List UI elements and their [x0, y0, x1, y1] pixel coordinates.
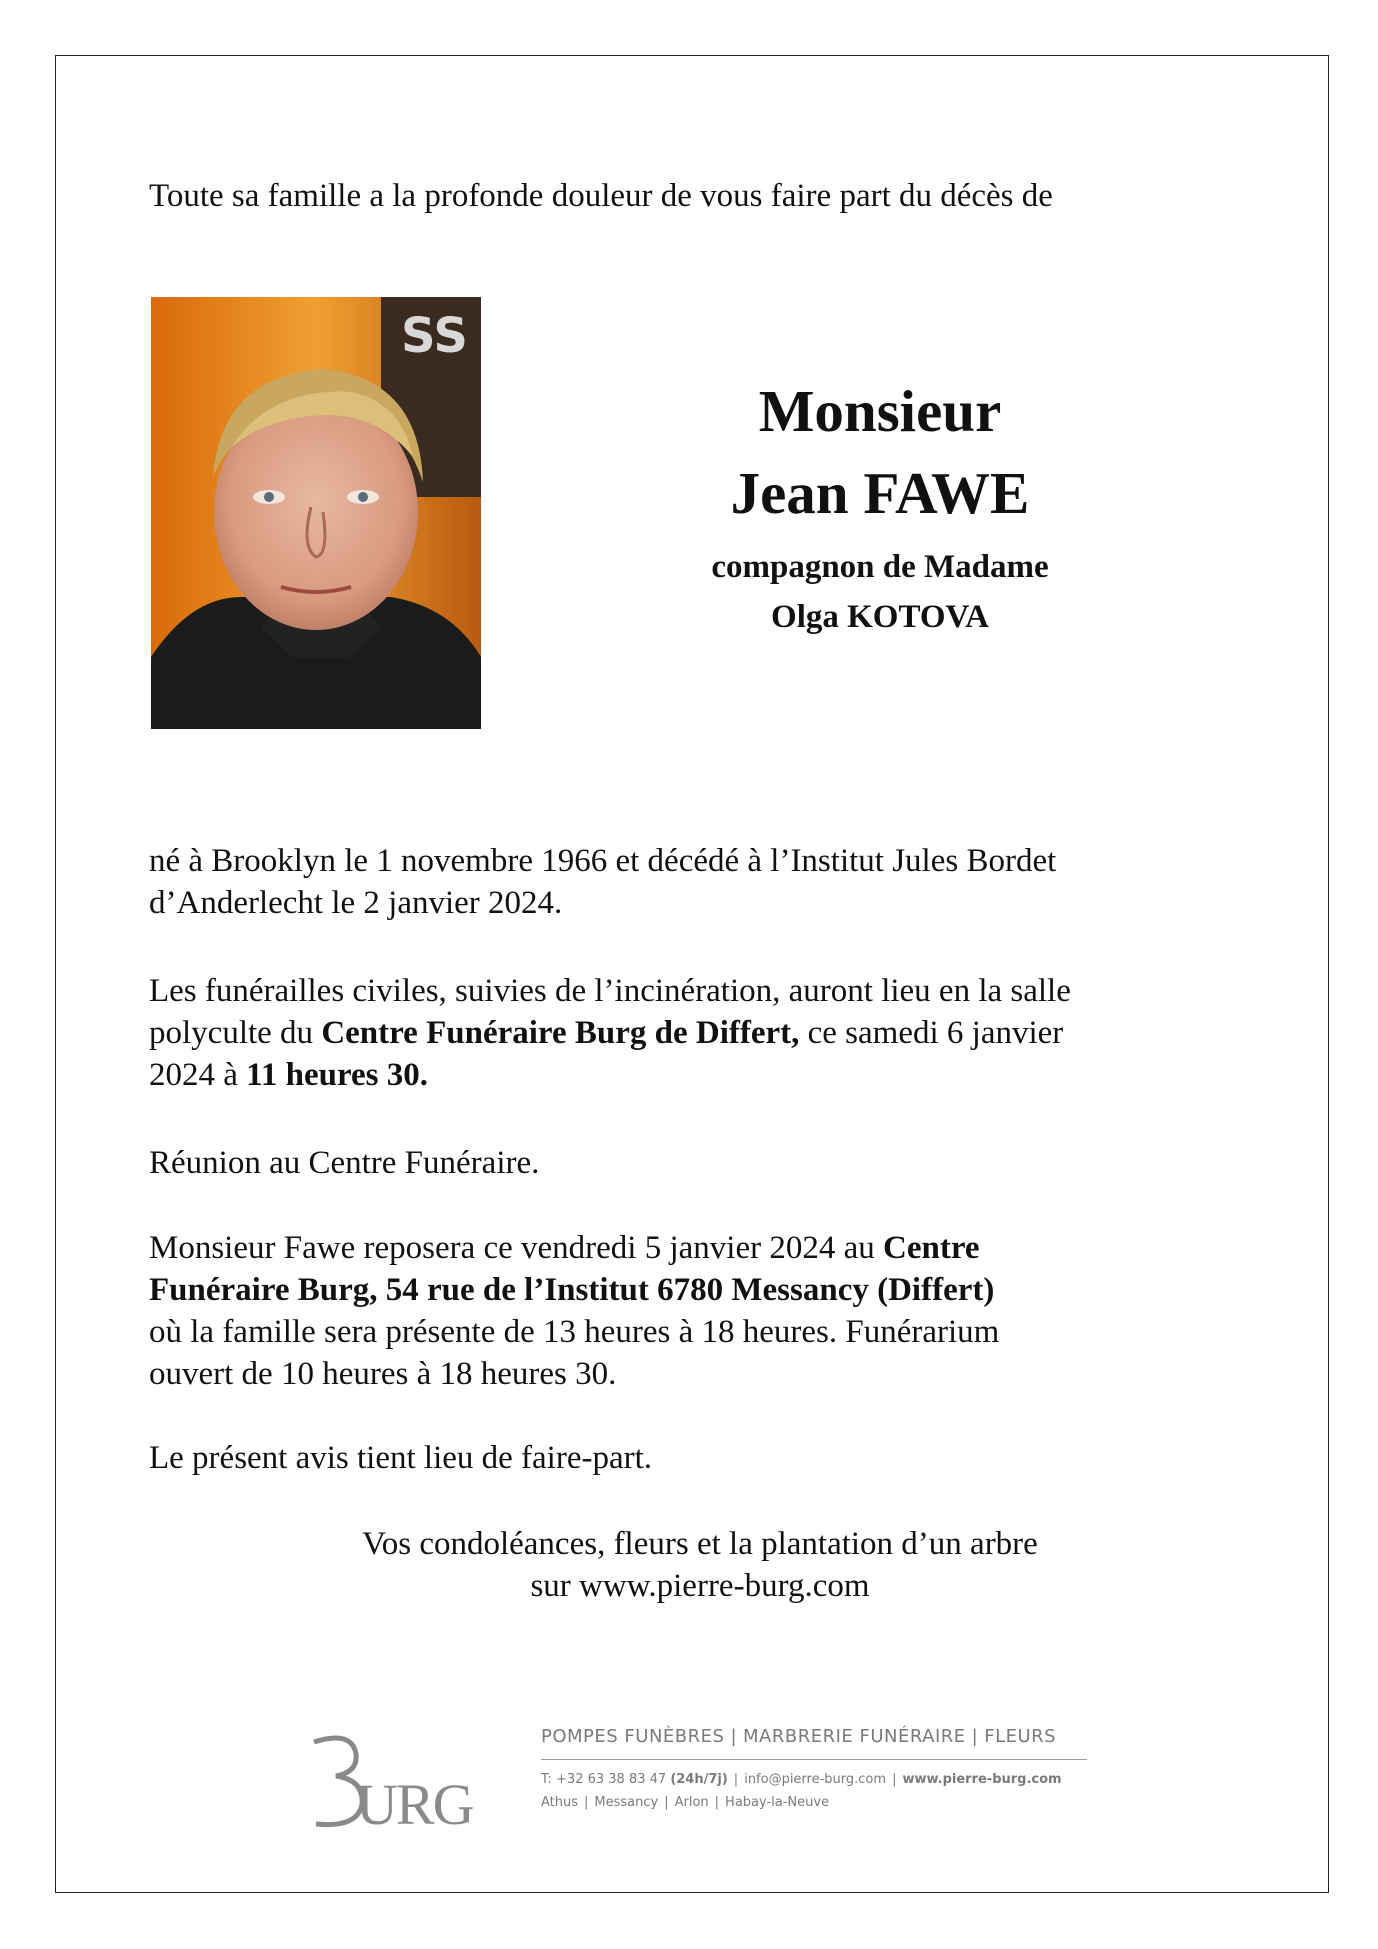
email-link[interactable]: info@pierre-burg.com	[744, 1772, 887, 1787]
viewing-line: ouvert de 10 heures à 18 heures 30.	[149, 1356, 617, 1392]
deceased-block	[620, 375, 1140, 639]
city-item: Messancy	[594, 1795, 659, 1810]
deceased-name: Jean FAWE	[730, 460, 1030, 526]
birth-death-line: né à Brooklyn le 1 novembre 1966 et décédé à l’Institut Jules Bordet	[149, 843, 1057, 879]
funeral-text: ce samedi 6 janvier	[799, 1015, 1064, 1051]
funeral-time: 11 heures 30.	[246, 1057, 428, 1093]
service-item: POMPES FUNÈBRES	[541, 1726, 725, 1747]
condolences-line: Vos condoléances, fleurs et la plantation d’un arbre	[362, 1526, 1038, 1562]
svg-text:SS: SS	[401, 308, 468, 364]
notice-text: Le présent avis tient lieu de faire-part.	[149, 1440, 653, 1476]
funeral-line: Les funérailles civiles, suivies de l’incinération, auront lieu en la salle	[149, 973, 1071, 1009]
footer-block	[541, 1726, 1087, 1810]
contact-line: T: +32 63 38 83 47 (24h/7j) | info@pierre-burg.com | www.pierre-burg.com	[541, 1772, 1062, 1787]
condolences-line: sur www.pierre-burg.com	[530, 1568, 870, 1604]
services-line: POMPES FUNÈBRES | MARBRERIE FUNÉRAIRE | FLEURS	[541, 1726, 1087, 1760]
viewing-line	[149, 1269, 1209, 1311]
funeral-text: polyculte du	[149, 1015, 322, 1051]
funeral-line	[149, 1054, 1209, 1096]
portrait-photo	[151, 297, 481, 729]
viewing-venue: Centre	[883, 1230, 980, 1266]
partner-name: Olga KOTOVA	[771, 599, 989, 635]
condolences-block	[300, 1523, 1100, 1607]
funeral-paragraph	[149, 970, 1209, 1096]
phone-number[interactable]: T: +32 63 38 83 47	[541, 1772, 667, 1787]
svg-text:URG: URG	[356, 1772, 473, 1834]
relation-text: compagnon de Madame	[711, 549, 1049, 585]
city-item: Habay-la-Neuve	[725, 1795, 830, 1810]
viewing-line: où la famille sera présente de 13 heures à 18 heures. Funérarium	[149, 1314, 1000, 1350]
viewing-paragraph	[149, 1227, 1209, 1395]
website-link[interactable]: www.pierre-burg.com	[902, 1772, 1062, 1787]
service-item: FLEURS	[984, 1726, 1057, 1747]
birth-death-paragraph	[149, 840, 1209, 924]
viewing-text: Monsieur Fawe reposera ce vendredi 5 janvier 2024 au	[149, 1230, 883, 1266]
deceased-title: Monsieur	[758, 378, 1002, 444]
phone-hours: (24h/7j)	[670, 1772, 728, 1787]
viewing-venue: Funéraire Burg, 54 rue de l’Institut 6780 Messancy (Differt)	[149, 1272, 995, 1308]
cities-line: Athus | Messancy | Arlon | Habay-la-Neuve	[541, 1795, 830, 1810]
service-item: MARBRERIE FUNÉRAIRE	[743, 1726, 966, 1747]
funeral-venue: Centre Funéraire Burg de Differt,	[321, 1015, 800, 1051]
funeral-line	[149, 1012, 1209, 1054]
funeral-text: 2024 à	[149, 1057, 247, 1093]
meeting-text: Réunion au Centre Funéraire.	[149, 1145, 540, 1181]
burg-logo	[308, 1724, 494, 1839]
viewing-line	[149, 1227, 1209, 1269]
birth-death-line: d’Anderlecht le 2 janvier 2024.	[149, 885, 563, 921]
city-item: Arlon	[674, 1795, 709, 1810]
intro-text: Toute sa famille a la profonde douleur de vous faire part du décès de	[149, 178, 1053, 214]
city-item: Athus	[541, 1795, 579, 1810]
